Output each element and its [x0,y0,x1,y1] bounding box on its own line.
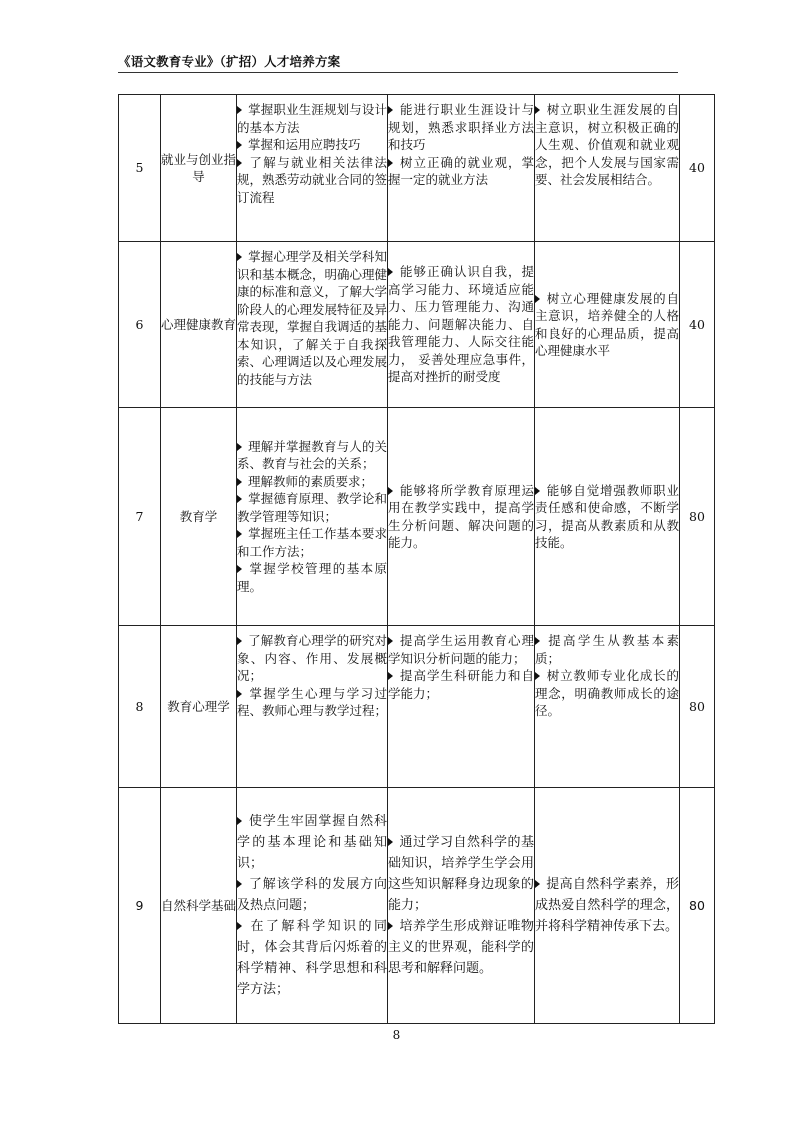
bullet-item [388,263,534,386]
bullet-item [237,685,387,720]
triangle-bullet-icon [237,690,242,698]
bullet-text: 掌握德育原理、教学论和教学管理等知识； [237,491,387,524]
bullet-text: 了解与就业相关法律法规，熟悉劳动就业合同的签订流程 [237,154,388,205]
triangle-bullet-icon [237,443,242,451]
course-number: 5 [119,95,161,242]
triangle-bullet-icon [535,295,540,303]
bullet-item [388,632,534,667]
bullet-item [237,248,387,388]
course-number: 6 [119,242,161,408]
table-row [119,95,715,242]
bullet-text: 树立正确的就业观，掌握一定的就业方法 [388,154,534,187]
triangle-bullet-icon [535,487,540,495]
course-name: 教育学 [161,408,237,626]
bullet-item [535,482,679,552]
header-rule [118,72,678,73]
bullet-item [237,101,387,136]
ability-objectives [388,242,535,408]
bullet-text: 掌握班主任工作基本要求和工作方法； [237,526,387,559]
table-row [119,408,715,626]
triangle-bullet-icon [535,880,540,888]
bullet-item [237,154,387,207]
triangle-bullet-icon [535,106,540,114]
ability-objectives [388,95,535,242]
triangle-bullet-icon [388,487,393,495]
bullet-item [535,290,679,360]
bullet-item [237,811,387,874]
triangle-bullet-icon [237,141,242,149]
triangle-bullet-icon [237,530,242,538]
course-number: 8 [119,626,161,788]
triangle-bullet-icon [237,817,242,825]
triangle-bullet-icon [237,253,242,261]
bullet-item [388,101,534,154]
bullet-text: 树立心理健康发展的自主意识，培养健全的人格和良好的心理品质，提高心理健康水平 [535,290,679,358]
triangle-bullet-icon [388,637,393,645]
table-row [119,788,715,1024]
quality-objectives [535,788,680,1024]
quality-objectives [535,242,680,408]
bullet-item [388,482,534,552]
triangle-bullet-icon [237,565,242,573]
ability-objectives [388,788,535,1024]
course-hours: 80 [680,408,715,626]
bullet-text: 掌握职业生涯规划与设计的基本方法 [237,102,387,135]
bullet-text: 理解教师的素质要求； [248,473,374,489]
bullet-text: 提高学生从教基本素质； [535,633,679,666]
course-hours: 40 [680,242,715,408]
bullet-text: 掌握心理学及相关学科知识和基本概念，明确心理健康的标准和意义，了解大学阶段人的心理发展特征及异常表现，掌握自我调适的基本知识，了解关于自我探索、心理调适以及心理发展的技能与方法 [237,249,388,387]
ability-objectives [388,408,535,626]
triangle-bullet-icon [535,672,540,680]
bullet-item [388,916,534,979]
bullet-item [535,101,679,189]
knowledge-objectives [237,408,388,626]
bullet-item [535,874,679,937]
bullet-item [237,916,387,1000]
bullet-text: 能够自觉增强教师职业责任感和使命感，不断学习，提高从教素质和从教技能。 [535,482,679,550]
triangle-bullet-icon [388,268,393,276]
knowledge-objectives [237,788,388,1024]
triangle-bullet-icon [535,637,540,645]
bullet-text: 理解并掌握教育与人的关系、教育与社会的关系； [237,438,387,472]
course-name: 心理健康教育 [161,242,237,408]
triangle-bullet-icon [237,478,242,486]
course-hours: 80 [680,788,715,1024]
bullet-item [237,490,387,525]
bullet-text: 掌握学生心理与学习过程、教师心理与教学过程； [237,685,388,718]
bullet-item [237,136,387,154]
triangle-bullet-icon [388,838,393,846]
bullet-item [237,632,387,685]
course-hours: 80 [680,626,715,788]
curriculum-table-body [119,95,715,1024]
triangle-bullet-icon [237,495,242,503]
bullet-text: 提高学生科研能力和自学能力； [388,668,534,701]
bullet-item [237,438,387,473]
bullet-item [535,667,679,720]
course-hours: 40 [680,95,715,242]
triangle-bullet-icon [237,106,242,114]
course-name: 教育心理学 [161,626,237,788]
bullet-text: 通过学习自然科学的基础知识，培养学生学会用这些知识解释身边现象的能力； [388,835,534,913]
bullet-item [237,560,387,595]
quality-objectives [535,408,680,626]
triangle-bullet-icon [388,159,393,167]
course-name: 自然科学基础 [161,788,237,1024]
triangle-bullet-icon [388,106,393,114]
bullet-item [237,473,387,491]
bullet-text: 了解教育心理学的研究对象、内容、作用、发展概况； [237,633,387,683]
bullet-text: 树立职业生涯发展的自主意识，树立积极正确的人生观、价值观和就业观念，把个人发展与国家需要、社会发展相结合。 [535,102,679,187]
document-header-title: 《语文教育专业》（扩招）人才培养方案 [118,54,341,69]
triangle-bullet-icon [237,159,242,167]
triangle-bullet-icon [388,672,393,680]
triangle-bullet-icon [237,880,242,888]
bullet-text: 提高自然科学素养，形成热爱自然科学的理念，并将科学精神传承下去。 [535,877,679,934]
bullet-item [388,154,534,189]
triangle-bullet-icon [388,922,393,930]
bullet-item [237,525,387,560]
knowledge-objectives [237,242,388,408]
bullet-text: 掌握和运用应聘技巧 [248,137,361,152]
quality-objectives [535,95,680,242]
table-row [119,242,715,408]
table-row [119,626,715,788]
bullet-item [535,632,679,667]
bullet-text: 能进行职业生涯设计与规划，熟悉求职择业方法和技巧 [388,102,534,152]
curriculum-table [118,94,715,1024]
bullet-text: 能够将所学教育原理运用在教学实践中，提高学生分析问题、解决问题的能力。 [388,482,534,550]
ability-objectives [388,626,535,788]
bullet-text: 能够正确认识自我，提高学习能力、环境适应能力、压力管理能力、沟通能力、问题解决能力、自我管理能力、人际交往能力， 妥善处理应急事件，提高对挫折的耐受度 [388,264,534,385]
bullet-text: 掌握学校管理的基本原理。 [237,561,387,594]
page-number: 8 [392,1028,401,1042]
bullet-text: 使学生牢固掌握自然科学的基本理论和基础知识； [237,814,387,871]
knowledge-objectives [237,626,388,788]
bullet-text: 培养学生形成辩证唯物主义的世界观，能科学的思考和解释问题。 [388,919,534,976]
triangle-bullet-icon [237,637,242,645]
bullet-text: 树立教师专业化成长的理念，明确教师成长的途径。 [535,668,679,718]
course-name: 就业与创业指导 [161,95,237,242]
bullet-text: 了解该学科的发展方向及热点问题； [237,877,387,913]
bullet-text: 提高学生运用教育心理学知识分析问题的能力； [388,633,534,666]
quality-objectives [535,626,680,788]
bullet-item [388,667,534,702]
bullet-text: 在了解科学知识的同时，体会其背后闪烁着的科学精神、科学思想和科学方法； [237,919,387,997]
triangle-bullet-icon [237,922,242,930]
bullet-item [237,874,387,916]
bullet-item [388,832,534,916]
course-number: 9 [119,788,161,1024]
knowledge-objectives [237,95,388,242]
course-number: 7 [119,408,161,626]
